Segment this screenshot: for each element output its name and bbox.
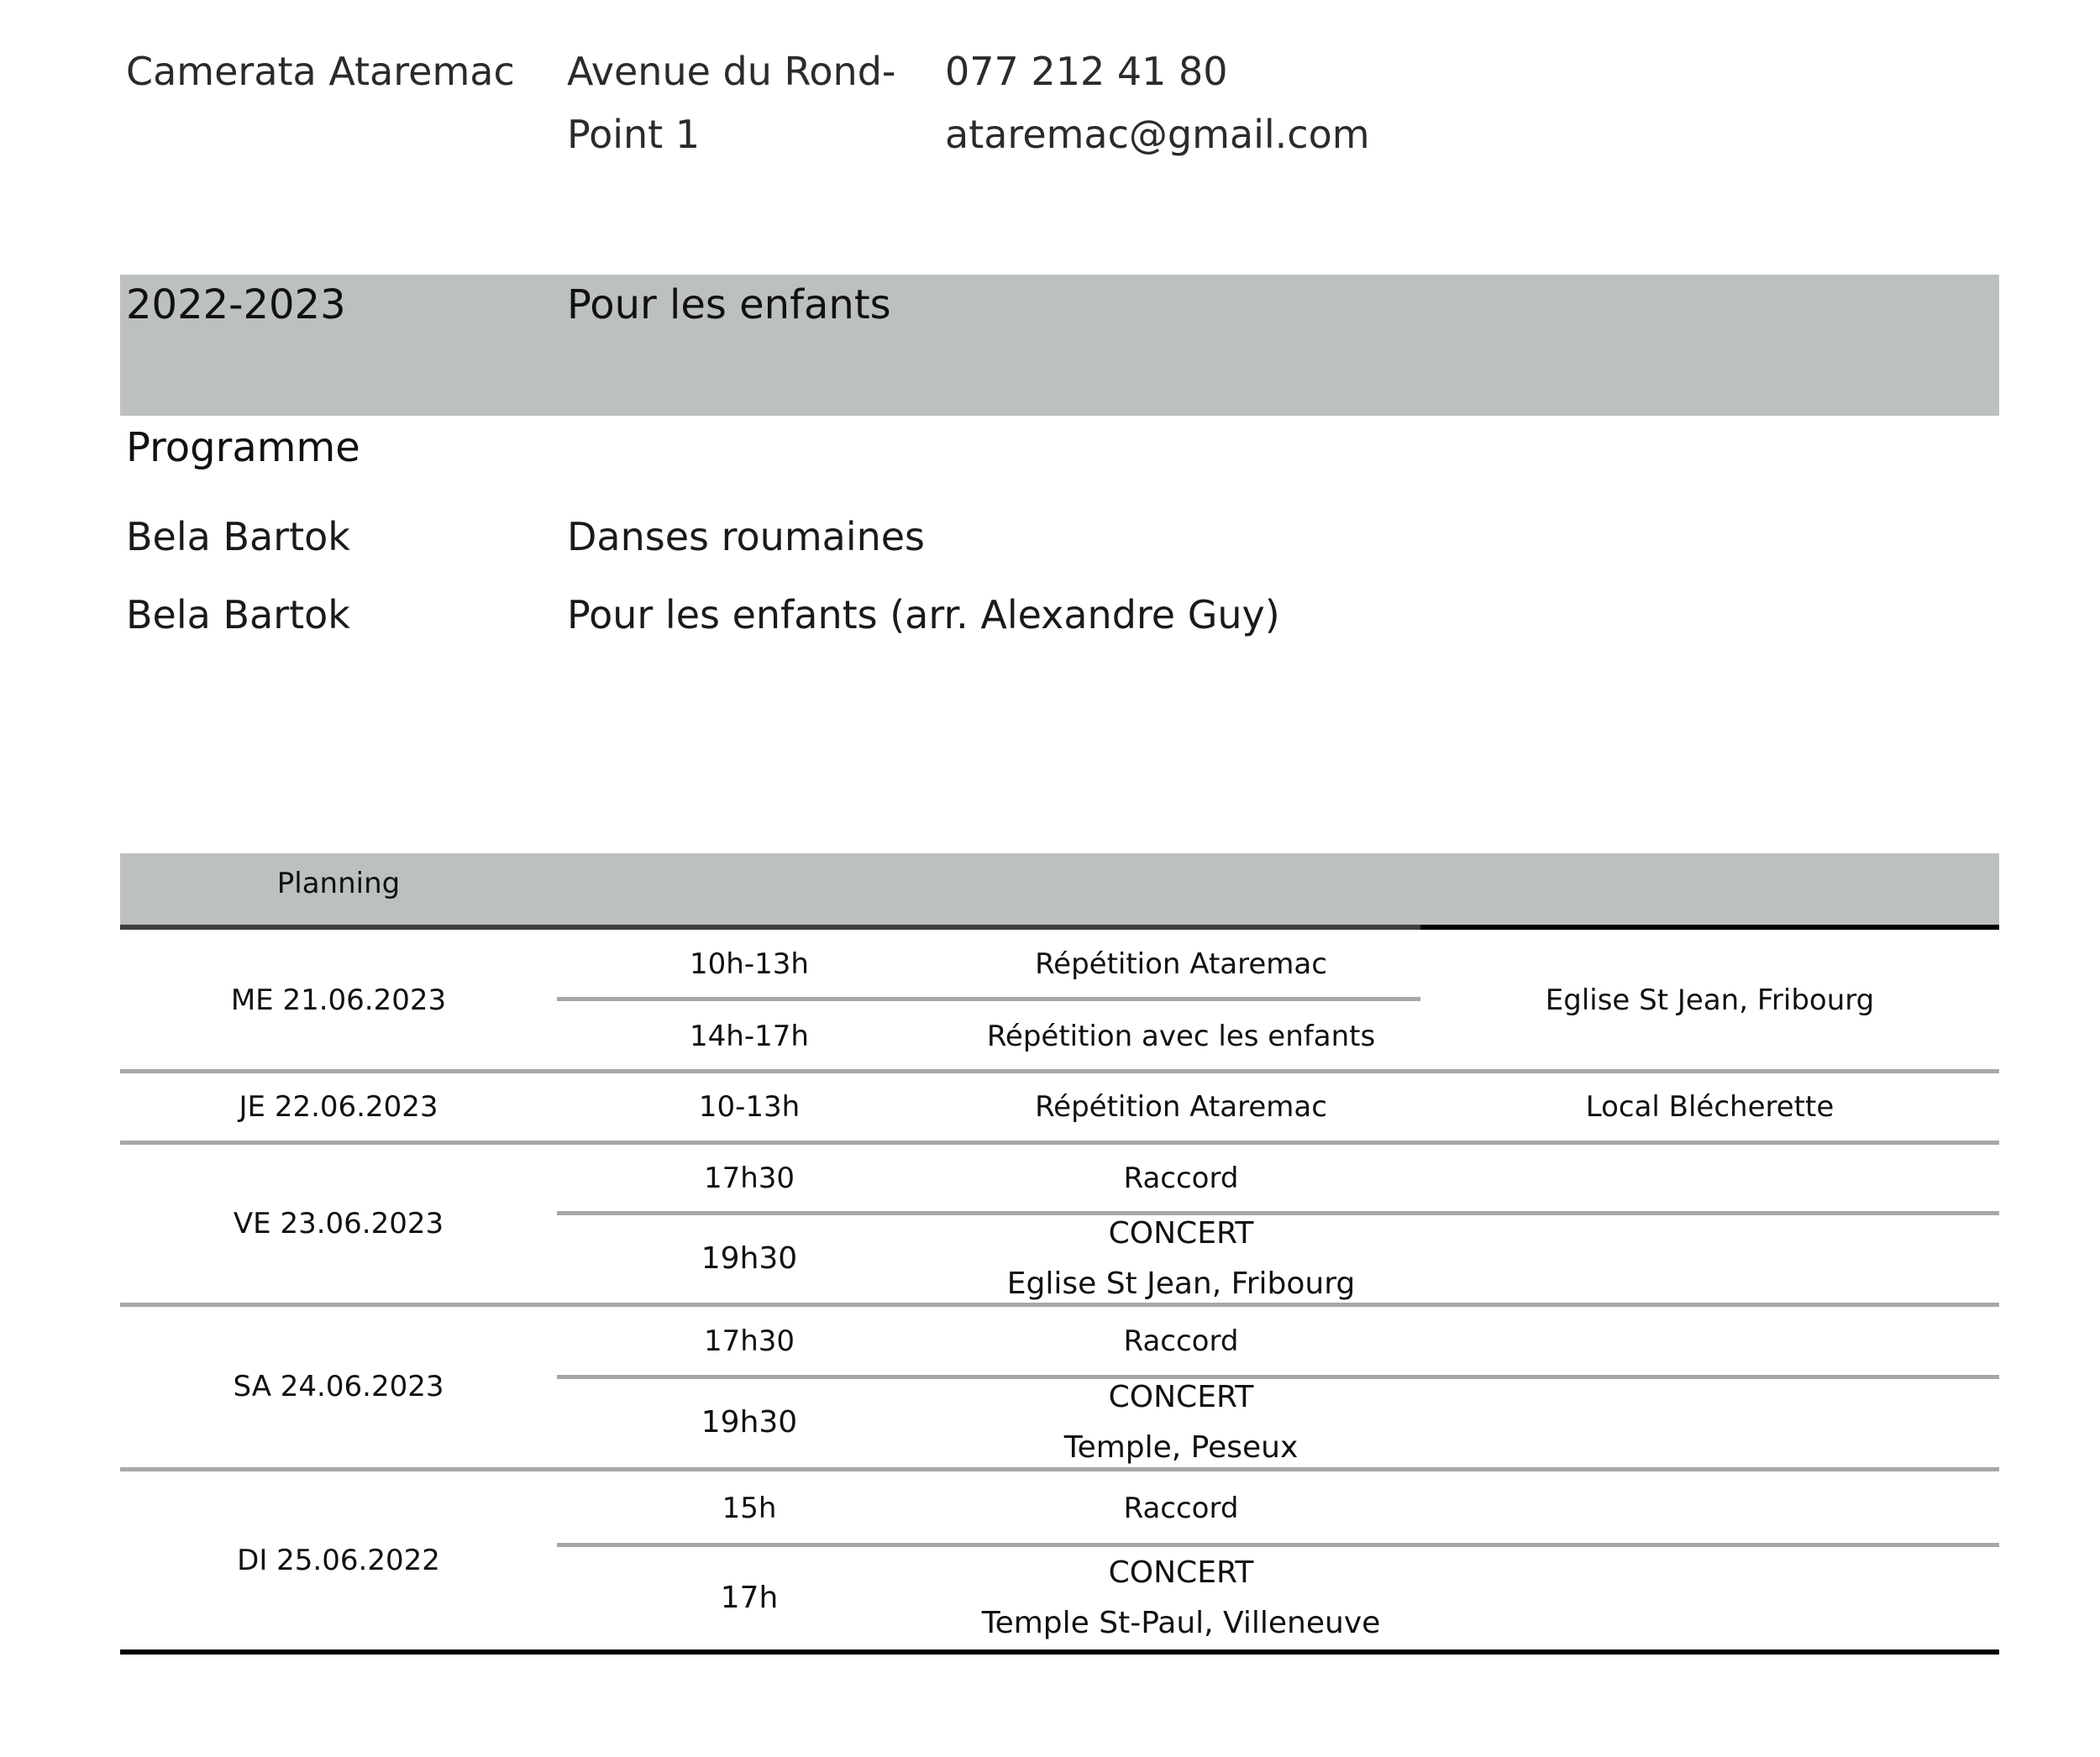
table-cell-time: 17h30 [703,1324,795,1358]
table-cell-time: 10h-13h [690,947,809,981]
programme-work: Danses roumaines [567,514,926,559]
table-cell-activity [942,1547,1420,1649]
table-cell-time: 15h [722,1492,777,1525]
table-cell-date: JE 22.06.2023 [239,1090,438,1124]
table-cell-time: 19h30 [701,1405,798,1440]
programme-title: Programme [126,424,360,471]
season-band [120,275,1999,416]
email-address[interactable]: ataremac@gmail.com [945,112,1370,157]
table-rule [120,1649,1999,1655]
table-cell-date: SA 24.06.2023 [233,1370,444,1403]
table-cell-time: 17h30 [703,1162,795,1195]
table-cell-activity [942,1215,1420,1303]
programme-work: Pour les enfants (arr. Alexandre Guy) [567,592,1280,637]
activity-line: Eglise St Jean, Fribourg [1006,1267,1356,1301]
season-years: 2022-2023 [126,281,346,328]
table-cell-activity: Raccord [1123,1492,1239,1525]
activity-line: CONCERT [1108,1216,1254,1251]
address [567,40,896,166]
table-cell-time: 17h [720,1581,779,1615]
table-cell-time: 10-13h [698,1090,801,1124]
activity-line: CONCERT [1108,1555,1254,1590]
table-cell-activity: Raccord [1123,1324,1239,1358]
programme-composer: Bela Bartok [126,592,350,637]
table-cell-location: Local Blécherette [1585,1090,1835,1124]
table-cell-date: VE 23.06.2023 [233,1207,444,1240]
planning-header-label: Planning [276,867,401,900]
table-cell-activity: Raccord [1123,1162,1239,1195]
table-cell-activity: Répétition Ataremac [1035,947,1327,981]
table-cell-activity: Répétition Ataremac [1035,1090,1327,1124]
organization-name: Camerata Ataremac [126,49,515,94]
table-cell-date: DI 25.06.2022 [237,1544,440,1577]
table-cell-date: ME 21.06.2023 [230,983,447,1017]
table-cell-time: 19h30 [701,1241,798,1276]
activity-line: Temple St-Paul, Villeneuve [981,1606,1381,1640]
season-title: Pour les enfants [567,281,891,328]
activity-line: Temple, Peseux [1063,1430,1299,1465]
activity-line: CONCERT [1108,1380,1254,1414]
table-cell-activity: Répétition avec les enfants [986,1019,1376,1053]
programme-composer: Bela Bartok [126,514,350,559]
table-cell-time: 14h-17h [690,1019,809,1053]
table-cell-location: Eglise St Jean, Fribourg [1545,983,1875,1017]
phone-number: 077 212 41 80 [945,49,1228,94]
contact [945,40,1370,166]
table-cell-activity [942,1379,1420,1466]
address-line-2: Point 1 [567,112,701,157]
address-line-1: Avenue du Rond- [567,49,896,94]
